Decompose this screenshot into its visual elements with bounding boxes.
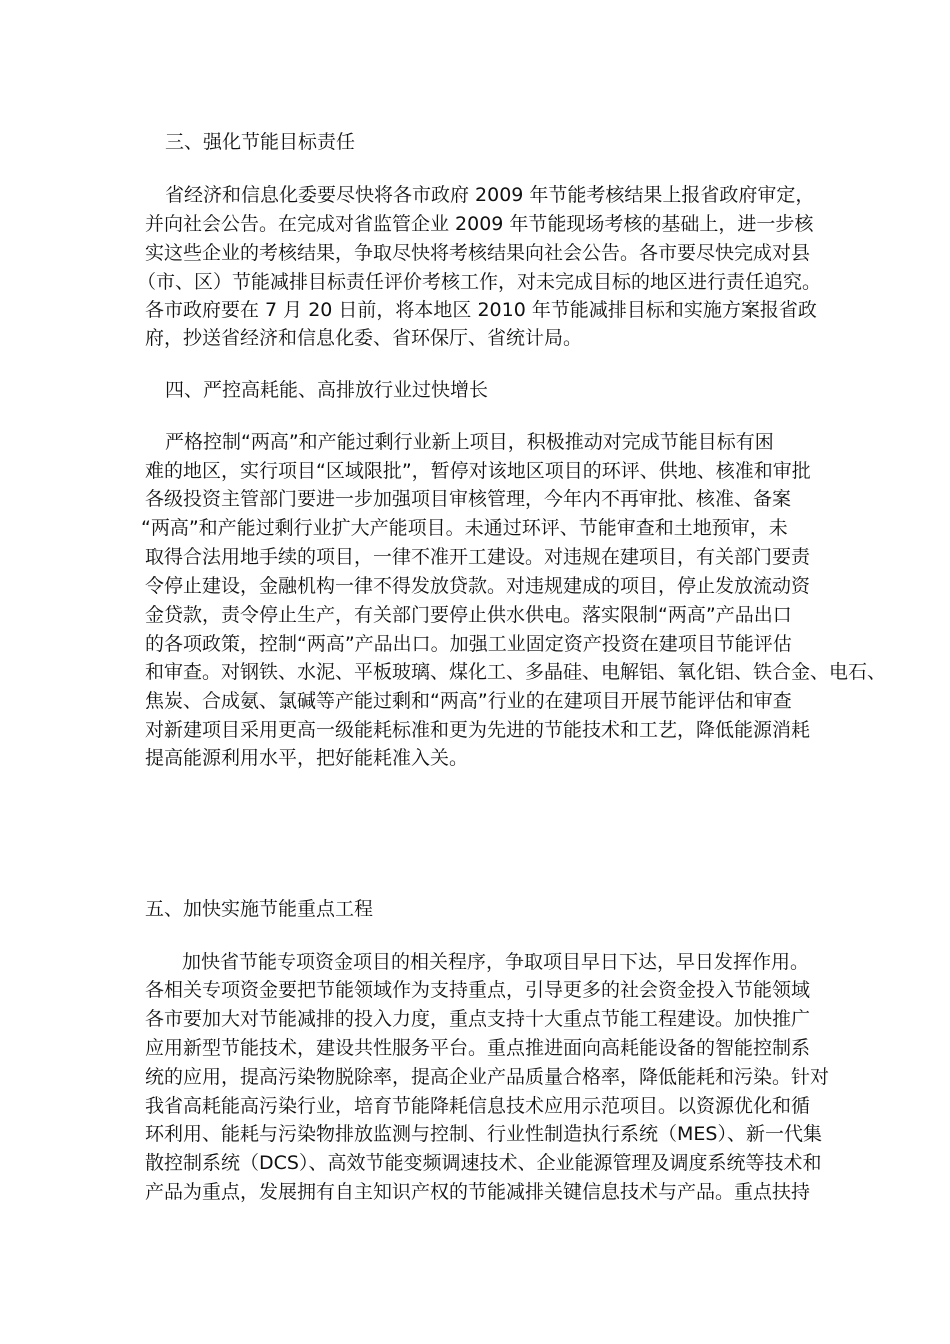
paragraph-line: 金贷款，责令停止生产，有关部门要停止供水供电。落实限制“两高”产品出口 (145, 604, 792, 626)
paragraph-line: 散控制系统（DCS）、高效节能变频调速技术、企业能源管理及调度系统等技术和 (145, 1152, 822, 1174)
paragraph-line: 环利用、能耗与污染物排放监测与控制、行业性制造执行系统（MES）、新一代集 (145, 1123, 822, 1145)
paragraph-line: 提高能源利用水平，把好能耗准入关。 (145, 747, 469, 769)
paragraph-line: 应用新型节能技术，建设共性服务平台。重点推进面向高耗能设备的智能控制系 (145, 1037, 811, 1059)
paragraph-line: 省经济和信息化委要尽快将各市政府 2009 年节能考核结果上报省政府审定， (165, 184, 815, 206)
paragraph-line: 加快省节能专项资金项目的相关程序，争取项目早日下达，早日发挥作用。 (182, 951, 810, 973)
section-heading-3: 三、强化节能目标责任 (165, 131, 356, 153)
paragraph-line: 府，抄送省经济和信息化委、省环保厅、省统计局。 (145, 327, 583, 349)
paragraph-line: 和审查。对钢铁、水泥、平板玻璃、煤化工、多晶硅、电解铝、氧化铝、铁合金、电石、 (145, 661, 887, 683)
paragraph-line: 对新建项目采用更高一级能耗标准和更为先进的节能技术和工艺，降低能源消耗 (145, 719, 811, 741)
paragraph-line: 各级投资主管部门要进一步加强项目审核管理，今年内不再审批、核准、备案 (145, 488, 792, 510)
paragraph-line: 各市政府要在 7 月 20 日前，将本地区 2010 年节能减排目标和实施方案报省政 (145, 299, 817, 321)
paragraph-line: 焦炭、合成氨、氯碱等产能过剩和“两高”行业的在建项目开展节能评估和审查 (145, 690, 792, 712)
paragraph-line: “两高”和产能过剩行业扩大产能项目。未通过环评、节能审查和土地预审，未 (141, 517, 788, 539)
paragraph-line: 严格控制“两高”和产能过剩行业新上项目，积极推动对完成节能目标有困 (165, 431, 774, 453)
paragraph-line: 令停止建设，金融机构一律不得发放贷款。对违规建成的项目，停止发放流动资 (145, 575, 811, 597)
paragraph-line: 实这些企业的考核结果，争取尽快将考核结果向社会公告。各市要尽快完成对县 (145, 242, 811, 264)
paragraph-line: 各相关专项资金要把节能领域作为支持重点，引导更多的社会资金投入节能领域 (145, 979, 811, 1001)
paragraph-line: （市、区）节能减排目标责任评价考核工作，对未完成目标的地区进行责任追究。 (137, 271, 822, 293)
section-heading-4: 四、严控高耗能、高排放行业过快增长 (165, 379, 489, 401)
paragraph-line: 并向社会公告。在完成对省监管企业 2009 年节能现场考核的基础上，进一步核 (145, 213, 814, 235)
paragraph-line: 各市要加大对节能减排的投入力度，重点支持十大重点节能工程建设。加快推广 (145, 1008, 811, 1030)
paragraph-line: 统的应用，提高污染物脱除率，提高企业产品质量合格率，降低能耗和污染。针对 (145, 1066, 830, 1088)
paragraph-line: 取得合法用地手续的项目，一律不准开工建设。对违规在建项目，有关部门要责 (145, 546, 811, 568)
paragraph-line: 我省高耗能高污染行业，培育节能降耗信息技术应用示范项目。以资源优化和循 (145, 1095, 811, 1117)
paragraph-line: 的各项政策，控制“两高”产品出口。加强工业固定资产投资在建项目节能评估 (145, 633, 792, 655)
paragraph-line: 产品为重点，发展拥有自主知识产权的节能减排关键信息技术与产品。重点扶持 (145, 1181, 811, 1203)
paragraph-line: 难的地区，实行项目“区域限批”，暂停对该地区项目的环评、供地、核准和审批 (145, 460, 811, 482)
section-heading-5: 五、加快实施节能重点工程 (145, 898, 374, 920)
